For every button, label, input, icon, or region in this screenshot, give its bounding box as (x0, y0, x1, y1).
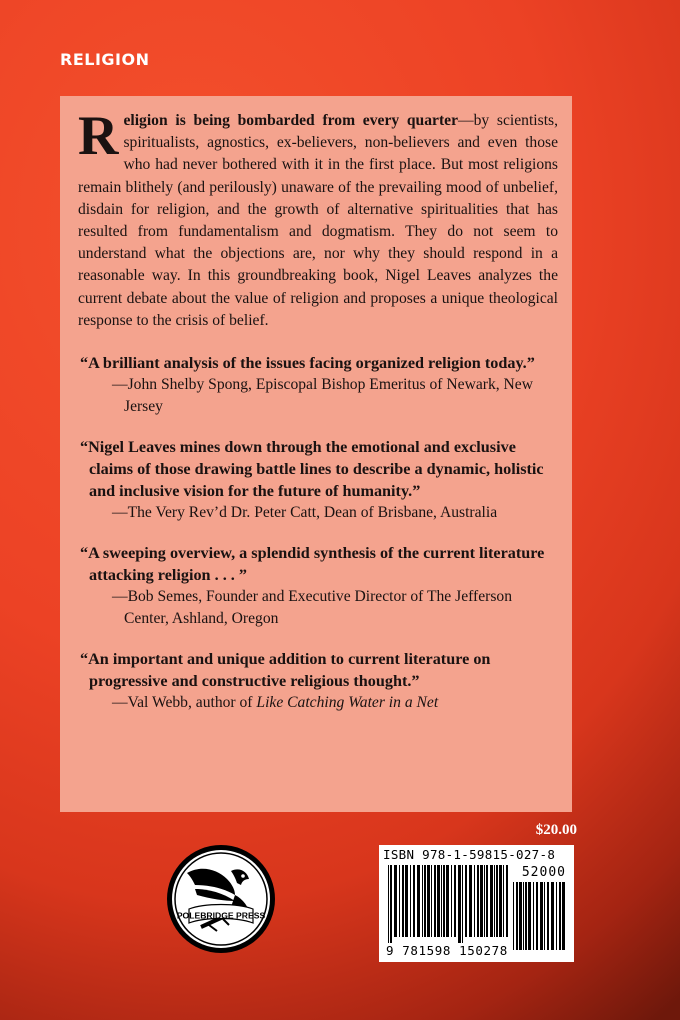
category-label: RELIGION (60, 50, 150, 69)
barcode-bar (405, 865, 408, 937)
description-lead: eligion is being bombarded from every quarter (123, 112, 458, 129)
barcode-bar (519, 882, 522, 950)
barcode-bar (496, 865, 498, 937)
barcode-bar (556, 882, 557, 950)
barcode-bar (477, 865, 479, 937)
barcode-bar (441, 865, 442, 937)
barcode-bar (486, 865, 488, 937)
endorsement-attribution (112, 692, 558, 714)
barcode-bar (503, 865, 504, 937)
publisher-name: POLEBRIDGE PRESS (176, 910, 266, 921)
barcode-bar (443, 865, 445, 937)
barcode-bar (437, 865, 440, 937)
endorsement-quote: “A brilliant analysis of the issues facing organized religion today.” (80, 354, 535, 373)
attribution-prefix: —Val Webb, author of (112, 694, 257, 712)
barcode-bar (465, 865, 467, 937)
publisher-logo (165, 843, 277, 955)
barcode-bar (388, 865, 389, 943)
endorsement-semes (78, 542, 558, 630)
endorsement-attribution: —The Very Rev’d Dr. Peter Catt, Dean of Brisbane, Australia (112, 504, 498, 522)
barcode-bar (417, 865, 420, 937)
endorsement-attribution: —Bob Semes, Founder and Executive Director of The Jefferson Center, Ashland, Oregon (112, 588, 512, 628)
barcode-bar (499, 865, 502, 937)
drop-cap-letter: R (78, 105, 119, 167)
barcode-bar (533, 882, 534, 950)
barcode-bar (390, 865, 392, 943)
barcode-bar (484, 865, 485, 937)
description-body: —by scientists, spiritualists, agnostics, ex-believers, non-believers and even those who had never bothered with it in the first place. But most religions remain blithely (and perilously) unaware of the prevailing mood of unbelief, disdain for religion, and the growth of alternative spiritualities that has resulted from fundamentalism and dogmatism. They do not seem to understand what the objections are, nor why they should respond in a reasonable way. In this groundbreaking book, Nigel Leaves analyzes the current debate about the value of religion and proposes a unique theological response to the crisis of belief. (78, 112, 558, 329)
barcode-bar (458, 865, 461, 943)
barcode-bar (431, 865, 432, 937)
endorsement-catt (78, 436, 558, 524)
barcode-bar (513, 882, 514, 950)
isbn-label: ISBN 978-1-59815-027-8 (383, 847, 556, 862)
barcode-bar (427, 865, 430, 937)
barcode-bar (516, 882, 518, 950)
barcode-bar (434, 865, 436, 937)
book-description (78, 105, 558, 332)
barcode-bar (551, 882, 554, 950)
barcode-bar (559, 882, 561, 950)
barcode-bar (402, 865, 404, 937)
endorsement-spong (78, 352, 558, 418)
price-addon-barcode-bars (512, 882, 568, 956)
barcode-bar (523, 882, 524, 950)
price-label: $20.00 (535, 822, 577, 838)
barcode-bar (451, 865, 452, 937)
endorsement-quote: “A sweeping overview, a splendid synthesis of the current literature attacking religion . . . ” (80, 544, 545, 585)
barcode-bar (454, 865, 456, 937)
cited-book-title: Like Catching Water in a Net (256, 694, 439, 712)
endorsement-webb (78, 648, 558, 714)
barcode-bar (525, 882, 527, 950)
barcode-bar (422, 865, 423, 937)
endorsement-quote: “Nigel Leaves mines down through the emotional and exclusive claims of those drawing battle lines to describe a dynamic, holistic and inclusive vision for the future of humanity.” (80, 438, 544, 501)
barcode-bar (540, 882, 543, 950)
barcode-bar (490, 865, 493, 937)
price-code: 52000 (521, 865, 566, 880)
barcode-bar (462, 865, 463, 943)
back-cover-text-panel (60, 96, 572, 812)
barcode-bar (544, 882, 545, 950)
barcode-bar (547, 882, 549, 950)
barcode-bar (410, 865, 411, 937)
ean-digits: 9 781598 150278 (386, 943, 508, 958)
barcode-bar (446, 865, 449, 937)
endorsement-quote: “An important and unique addition to current literature on progressive and constructive religious thought.” (80, 650, 491, 691)
barcode-bar (394, 865, 397, 937)
isbn-barcode (379, 845, 574, 962)
barcode-bar (474, 865, 475, 937)
ean-barcode-bars (387, 865, 511, 943)
barcode-bar (562, 882, 565, 950)
barcode-bar (399, 865, 400, 937)
barcode-bar (506, 865, 508, 937)
barcode-bar (480, 865, 483, 937)
barcode-bar (413, 865, 415, 937)
barcode-bar (494, 865, 495, 937)
barcode-bar (528, 882, 531, 950)
barcode-bar (424, 865, 426, 937)
endorsement-attribution: —John Shelby Spong, Episcopal Bishop Emeritus of Newark, New Jersey (112, 376, 533, 416)
barcode-bar (536, 882, 538, 950)
barcode-bar (469, 865, 472, 937)
